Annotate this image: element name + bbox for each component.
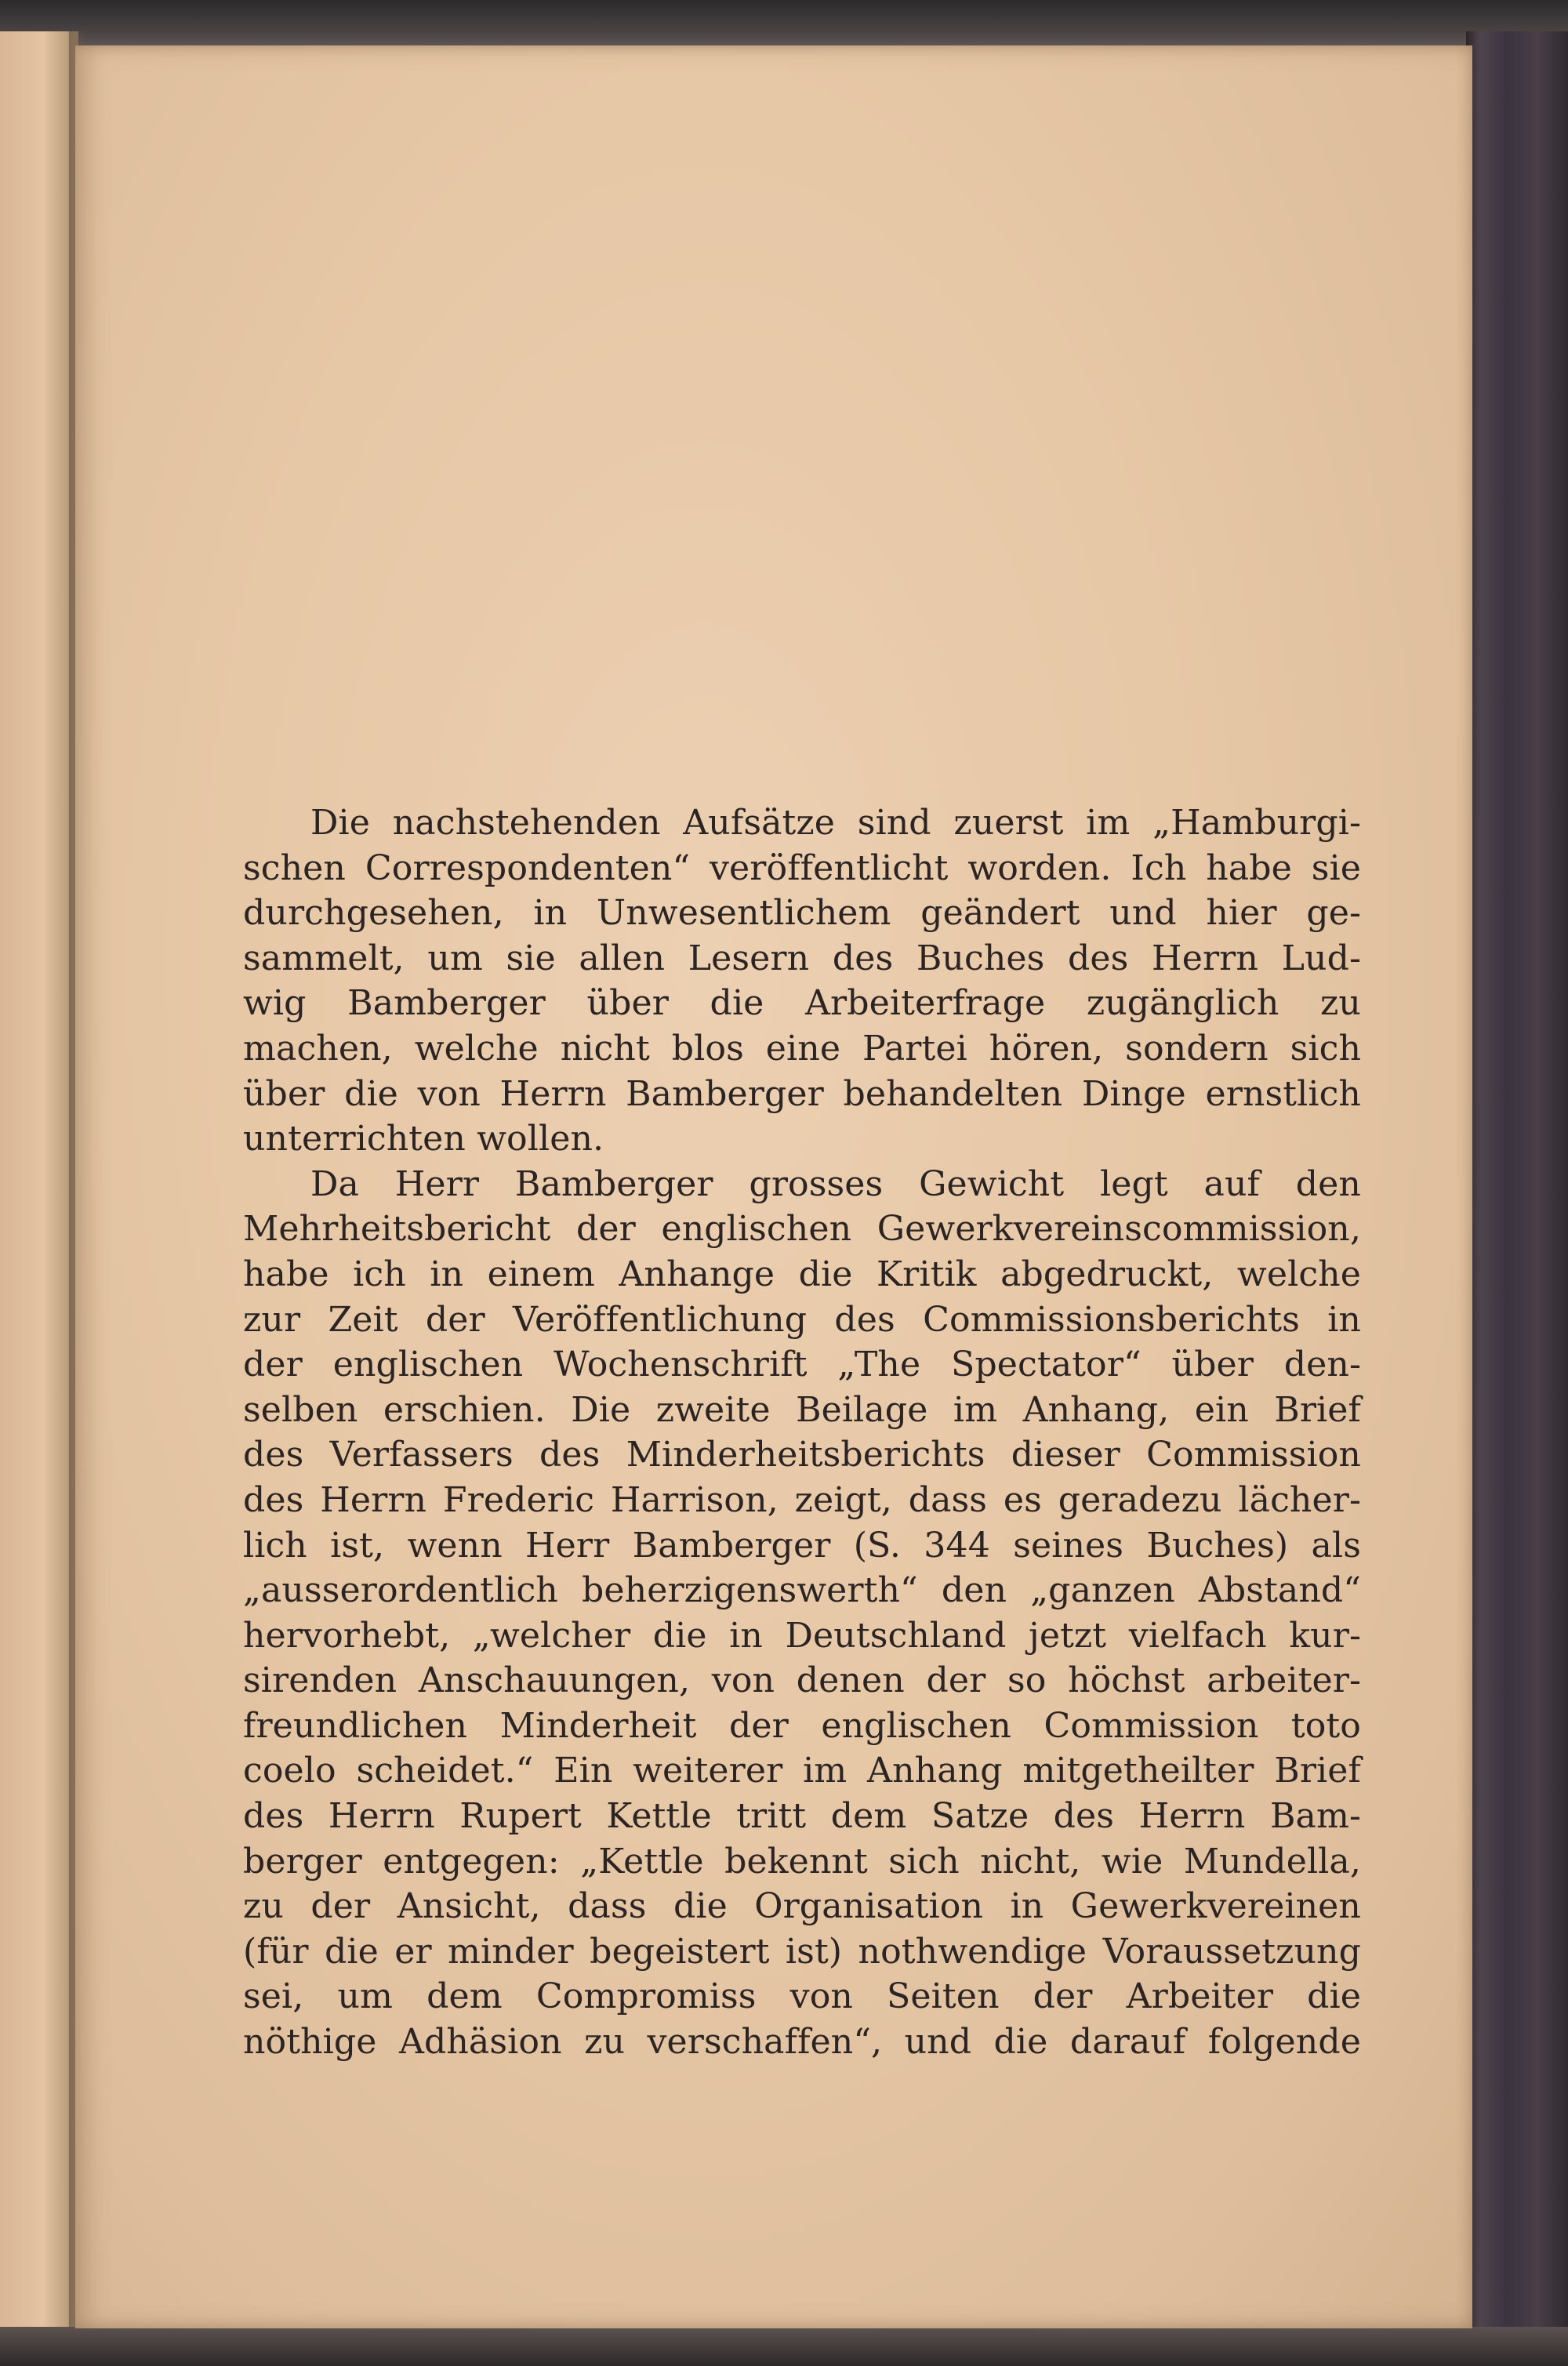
text-line: nöthige Adhäsion zu verschaffen“, und die darauf folgende (243, 2022, 1361, 2063)
text-line: schen Correspondenten“ veröffentlicht worden. Ich habe sie (243, 847, 1361, 888)
text-line: Die nachstehenden Aufsätze sind zuerst im „Hamburgi- (310, 803, 1361, 843)
book-page (75, 45, 1472, 2328)
text-line: selben erschien. Die zweite Beilage im Anhang, ein Brief (243, 1389, 1361, 1430)
text-line: sirenden Anschauungen, von denen der so höchst arbeiter- (243, 1660, 1361, 1701)
text-line: (für die er minder begeistert ist) nothwendige Voraussetzung (243, 1931, 1361, 1972)
text-line: zur Zeit der Veröffentlichung des Commissionsberichts in (243, 1299, 1361, 1340)
text-line: machen, welche nicht blos eine Partei hören, sondern sich (243, 1028, 1361, 1069)
book-cover-edge (1466, 31, 1568, 2336)
text-line: Da Herr Bamberger grosses Gewicht legt auf den (310, 1163, 1361, 1204)
text-line: hervorhebt, „welcher die in Deutschland jetzt vielfach kur- (243, 1615, 1361, 1656)
text-line: habe ich in einem Anhange die Kritik abgedruckt, welche (243, 1254, 1361, 1294)
body-text (243, 800, 1361, 2065)
text-line: „ausserordentlich beherzigenswerth“ den „ganzen Abstand“ (243, 1570, 1361, 1611)
text-line: wig Bamberger über die Arbeiterfrage zugänglich zu (243, 983, 1361, 1024)
text-line: sei, um dem Compromiss von Seiten der Arbeiter die (243, 1976, 1361, 2017)
text-line: coelo scheidet.“ Ein weiterer im Anhang mitgetheilter Brief (243, 1751, 1361, 1791)
text-line: der englischen Wochenschrift „The Spectator“ über den- (243, 1344, 1361, 1385)
text-line: Mehrheitsbericht der englischen Gewerkvereinscommission, (243, 1209, 1361, 1250)
text-line: des Verfassers des Minderheitsberichts dieser Commission (243, 1435, 1361, 1475)
text-line: über die von Herrn Bamberger behandelten Dinge ernstlich (243, 1073, 1361, 1114)
text-line: durchgesehen, in Unwesentlichem geändert und hier ge- (243, 893, 1361, 934)
text-line: berger entgegen: „Kettle bekennt sich nicht, wie Mundella, (243, 1841, 1361, 1882)
text-line: lich ist, wenn Herr Bamberger (S. 344 seines Buches) als (243, 1525, 1361, 1566)
text-line: des Herrn Rupert Kettle tritt dem Satze des Herrn Bam- (243, 1796, 1361, 1837)
text-line: sammelt, um sie allen Lesern des Buches des Herrn Lud- (243, 938, 1361, 978)
binding-bottom-edge (0, 2327, 1568, 2366)
text-line: des Herrn Frederic Harrison, zeigt, dass es geradezu lächer- (243, 1479, 1361, 1520)
text-line: zu der Ansicht, dass die Organisation in Gewerkvereinen (243, 1886, 1361, 1927)
previous-page-edge (0, 31, 78, 2336)
text-line: freundlichen Minderheit der englischen Commission toto (243, 1705, 1361, 1746)
text-line: unterrichten wollen. (243, 1119, 604, 1159)
